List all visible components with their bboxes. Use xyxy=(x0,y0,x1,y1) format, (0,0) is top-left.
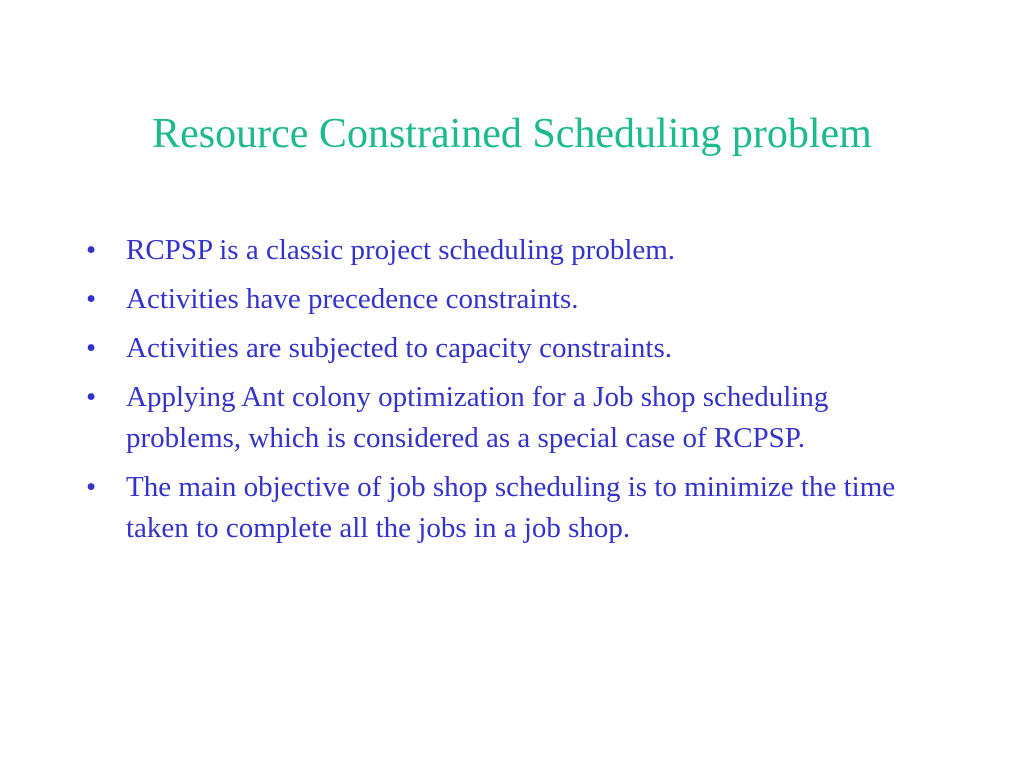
bullet-icon: • xyxy=(86,234,97,266)
bullet-item xyxy=(86,279,946,320)
bullet-text: Activities are subjected to capacity constraints. xyxy=(126,332,672,364)
bullet-icon: • xyxy=(86,381,97,413)
bullet-text: The main objective of job shop scheduling is to minimize the time taken to complete all the jobs in a job shop. xyxy=(126,471,896,544)
bullet-item xyxy=(86,377,946,459)
bullet-text: RCPSP is a classic project scheduling problem. xyxy=(126,234,676,266)
bullet-text: Applying Ant colony optimization for a Job shop scheduling problems, which is considered as a special case of RCPSP. xyxy=(126,381,829,454)
bullet-item xyxy=(86,467,946,549)
bullet-icon: • xyxy=(86,471,97,503)
bullet-icon: • xyxy=(86,283,97,315)
bullet-text: Activities have precedence constraints. xyxy=(126,283,579,315)
bullet-icon: • xyxy=(86,332,97,364)
bullet-list xyxy=(86,230,946,557)
bullet-item xyxy=(86,328,946,369)
slide-title: Resource Constrained Scheduling problem xyxy=(152,111,872,157)
bullet-item xyxy=(86,230,946,271)
